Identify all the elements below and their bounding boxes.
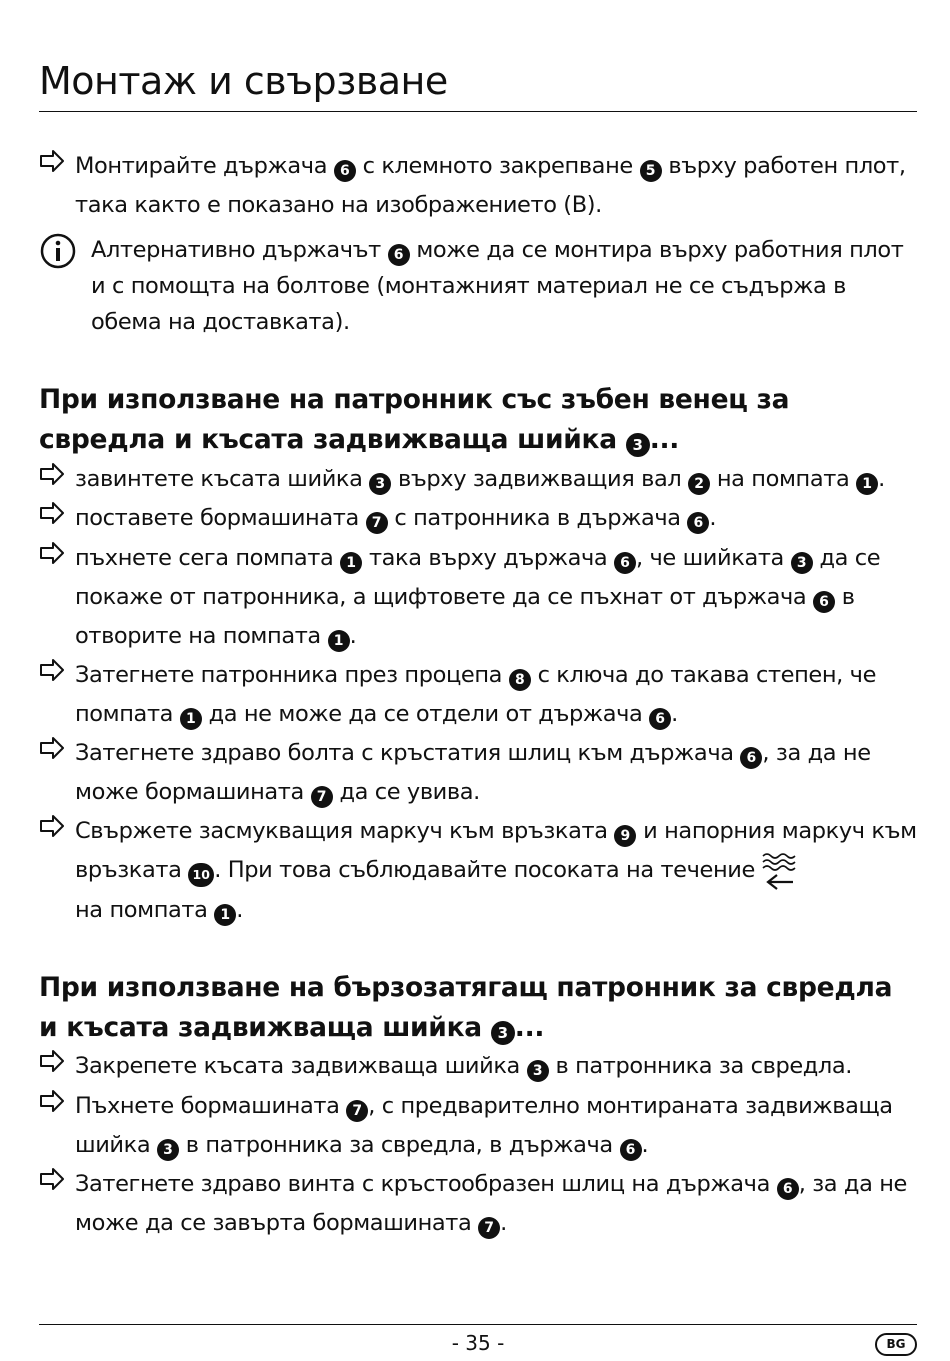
part-number-badge: 1	[340, 552, 362, 574]
step-text: поставете бормашината	[75, 505, 359, 531]
step-arrow-icon	[39, 542, 65, 564]
step-text: с клемното закрепване	[362, 153, 633, 179]
part-number-badge: 3	[791, 552, 813, 574]
part-number-badge: 3	[369, 473, 391, 495]
step-arrow-icon	[39, 737, 65, 759]
part-number-badge: 6	[813, 591, 835, 613]
step-text: , за да не може да се завърта бормашината	[75, 1171, 907, 1236]
step-text: Затегнете здраво винта с кръстообразен шлиц на държача	[75, 1171, 770, 1197]
step-text: , че шийката	[636, 545, 784, 571]
step-text: с ключа до такава степен, че помпата	[75, 662, 877, 727]
step-text: в патронника за свредла.	[555, 1053, 853, 1079]
part-number-badge: 6	[777, 1178, 799, 1200]
part-number-badge: 3	[491, 1021, 515, 1045]
heading-text: При използване на патронник със зъбен венец за свредла и късата задвижваща шийка	[39, 384, 790, 455]
step-text: в отворите на помпата	[75, 584, 855, 649]
part-number-badge: 6	[649, 708, 671, 730]
part-number-badge: 7	[346, 1100, 368, 1122]
part-number-badge: 6	[614, 552, 636, 574]
step-item	[39, 1165, 917, 1243]
part-number-badge: 2	[688, 473, 710, 495]
step-arrow-icon	[39, 502, 65, 524]
flow-direction-icon	[759, 851, 797, 891]
step-text: така върху държача	[368, 545, 608, 571]
step-arrow-icon	[39, 1050, 65, 1072]
step-arrow-icon	[39, 1168, 65, 1190]
part-number-badge: 5	[640, 160, 662, 182]
part-number-badge: 6	[334, 160, 356, 182]
step-item	[39, 460, 917, 499]
page-number: - 35 -	[451, 1331, 505, 1355]
step-arrow-icon	[39, 463, 65, 485]
page-title: Монтаж и свързване	[39, 59, 448, 103]
step-item	[39, 1047, 917, 1086]
step-text: Затегнете патронника през процепа	[75, 662, 503, 688]
step-item	[39, 1087, 917, 1165]
step-text: , за да не може бормашината	[75, 740, 871, 805]
step-item	[39, 539, 917, 656]
step-text: .	[500, 1210, 507, 1236]
step-text: завинтете късата шийка	[75, 466, 363, 492]
step-text: на помпата	[75, 897, 208, 923]
step-item	[39, 656, 917, 734]
part-number-badge: 1	[328, 630, 350, 652]
title-divider	[39, 111, 917, 112]
heading-text: При използване на бързозатягащ патронник за свредла и късата задвижваща шийка	[39, 972, 893, 1043]
part-number-badge: 6	[388, 244, 410, 266]
part-number-badge: 3	[626, 433, 650, 457]
part-number-badge: 3	[157, 1139, 179, 1161]
part-number-badge: 7	[478, 1217, 500, 1239]
step-text: .	[236, 897, 244, 923]
step-arrow-icon	[39, 150, 65, 172]
step-text: и напорния маркуч към връзката	[75, 818, 917, 883]
language-badge: BG	[875, 1333, 917, 1356]
heading-ellipsis: ...	[649, 424, 680, 455]
step-text: .	[349, 623, 357, 649]
part-number-badge: 9	[614, 825, 636, 847]
part-number-badge: 7	[311, 786, 333, 808]
step-text: върху работен плот, така както е показано на изображението (B).	[75, 153, 906, 218]
step-item	[39, 812, 917, 930]
step-text: Монтирайте държача	[75, 153, 328, 179]
step-text: .	[641, 1132, 649, 1158]
section-heading-quick-chuck	[39, 968, 917, 1048]
step-text: Затегнете здраво болта с кръстатия шлиц към държача	[75, 740, 734, 766]
part-number-badge: 7	[366, 512, 388, 534]
step-text: , с предварително монтираната задвижваща шийка	[75, 1093, 893, 1158]
step-text: върху задвижващия вал	[398, 466, 682, 492]
part-number-badge: 6	[620, 1139, 642, 1161]
part-number-badge: 1	[180, 708, 202, 730]
step-text: . При това съблюдавайте посоката на течение	[214, 857, 755, 883]
step-text: с патронника в държача	[394, 505, 681, 531]
step-text: да не може да се отдели от държача	[208, 701, 643, 727]
step-arrow-icon	[39, 815, 65, 837]
part-number-badge: 6	[740, 747, 762, 769]
step-text: пъхнете сега помпата	[75, 545, 334, 571]
footer-divider	[39, 1324, 917, 1325]
intro-step	[39, 147, 917, 225]
section-heading-gear-chuck	[39, 380, 917, 460]
step-arrow-icon	[39, 1090, 65, 1112]
step-item	[39, 734, 917, 812]
heading-ellipsis: ...	[514, 1012, 545, 1043]
part-number-badge: 3	[527, 1060, 549, 1082]
info-icon	[39, 232, 77, 270]
step-text: да се покаже от патронника, а щифтовете да се пъхнат от държача	[75, 545, 881, 610]
step-text: Закрепете късата задвижваща шийка	[75, 1053, 520, 1079]
part-number-badge: 1	[856, 473, 878, 495]
step-text: на помпата	[716, 466, 850, 492]
step-arrow-icon	[39, 659, 65, 681]
part-number-badge: 10	[188, 863, 214, 887]
part-number-badge: 8	[509, 669, 531, 691]
step-text: да се увива.	[339, 779, 480, 805]
step-text: .	[671, 701, 678, 727]
note-text: Алтернативно държачът	[91, 237, 381, 263]
info-note	[39, 232, 917, 340]
step-item	[39, 499, 917, 538]
step-text: в патронника за свредла, в държача	[185, 1132, 613, 1158]
part-number-badge: 1	[214, 904, 236, 926]
step-text: Пъхнете бормашината	[75, 1093, 340, 1119]
step-text: .	[878, 466, 885, 492]
step-text: .	[709, 505, 717, 531]
part-number-badge: 6	[687, 512, 709, 534]
step-text: Свържете засмукващия маркуч към връзката	[75, 818, 608, 844]
note-text: може да се монтира върху работния плот и с помощта на болтове (монтажният материал не се съдържа в обема на доставката).	[91, 237, 904, 335]
